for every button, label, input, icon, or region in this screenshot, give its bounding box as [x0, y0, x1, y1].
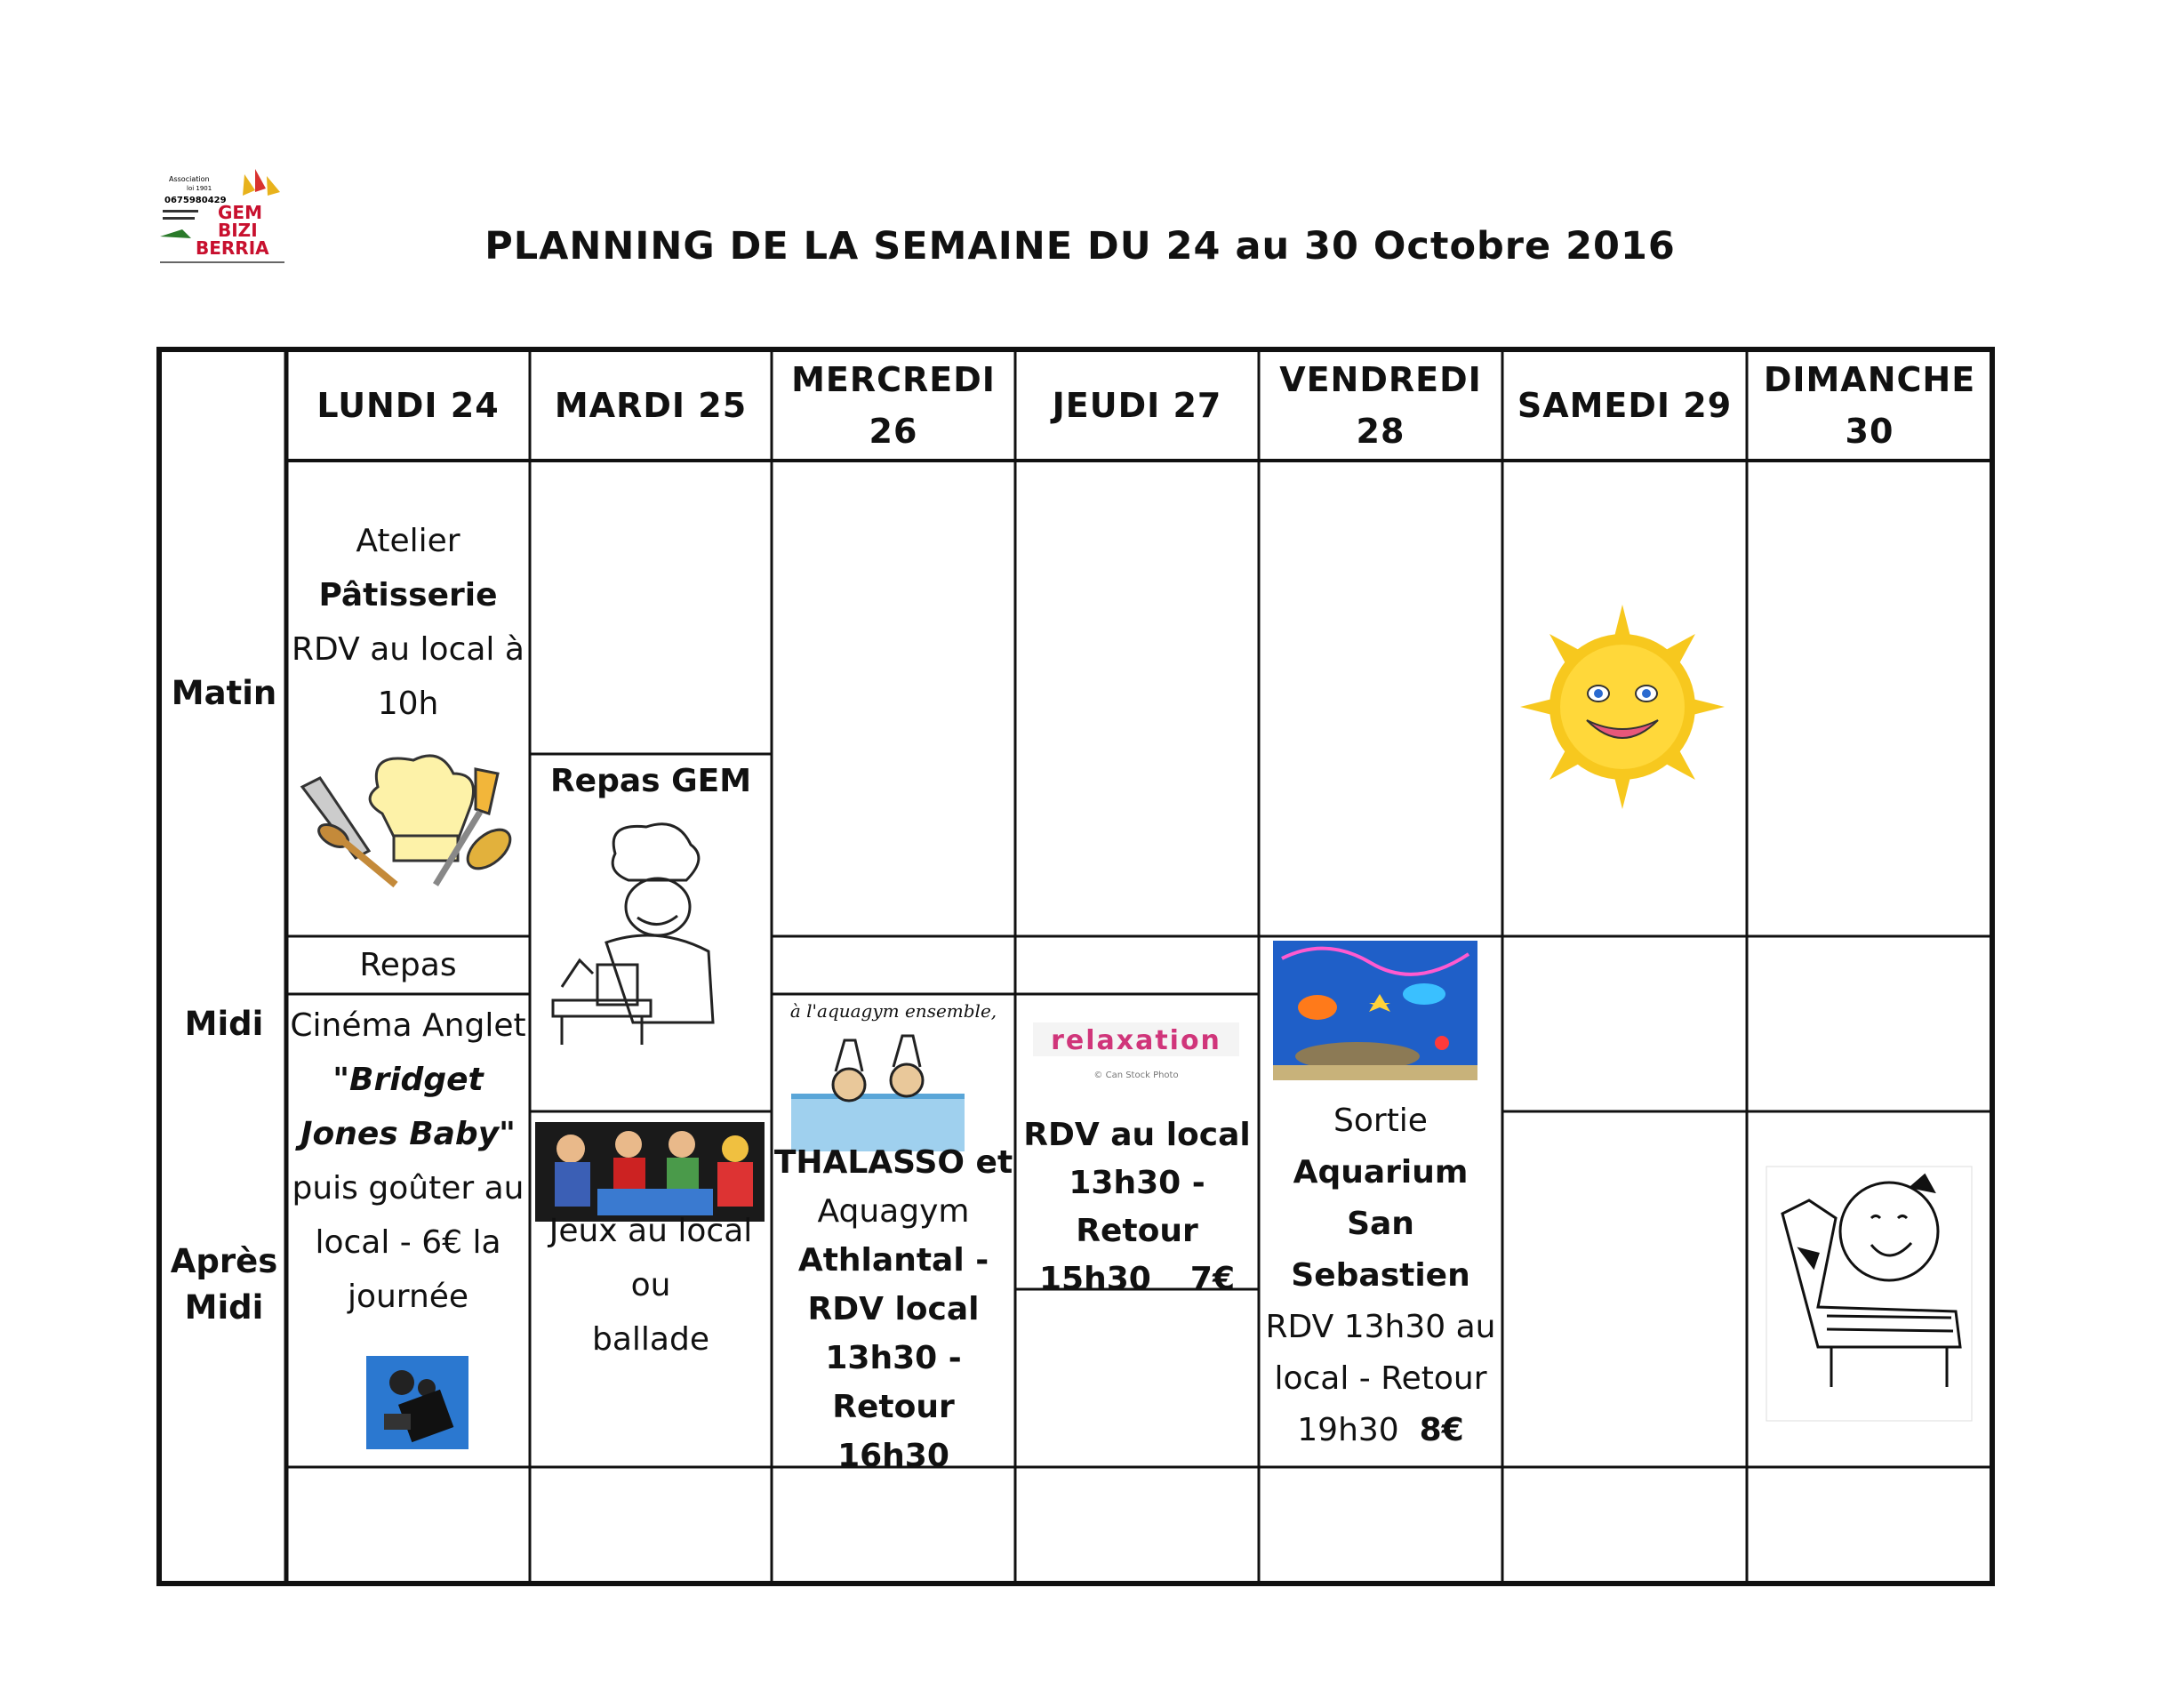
- jeudi-afternoon-activity: RDV au local 13h30 - Retour 15h30 7€: [1023, 1116, 1251, 1297]
- lundi-lunch: Repas: [359, 947, 457, 983]
- header-mercredi: [772, 349, 1015, 461]
- header-dimanche: [1747, 349, 1992, 461]
- day-number: 30: [1845, 411, 1894, 451]
- aquarium-fish-icon: [1273, 941, 1477, 1080]
- relaxing-character-icon: [1765, 1165, 1974, 1423]
- lundi-morning-activity: Atelier Pâtisserie RDV au local à 10h: [292, 523, 524, 722]
- day-label: MERCREDI: [791, 359, 996, 399]
- header-samedi: [1502, 349, 1747, 461]
- day-label: DIMANCHE: [1763, 359, 1976, 399]
- header-vendredi: [1259, 349, 1502, 461]
- relaxation-image: [1031, 1014, 1241, 1085]
- day-label: LUNDI 24: [316, 385, 500, 425]
- film-reel-icon: [366, 1356, 468, 1449]
- mardi-afternoon-activity: Jeux au local ou ballade: [549, 1212, 753, 1358]
- baking-tools-icon: [298, 751, 520, 894]
- svg-text:0675980429: 0675980429: [164, 196, 227, 205]
- day-label: MARDI 25: [554, 385, 748, 425]
- mardi-repas-title: Repas GEM: [549, 762, 752, 799]
- day-label: JEUDI 27: [1052, 385, 1222, 425]
- header-mardi: [530, 349, 772, 461]
- day-number: 26: [869, 411, 918, 451]
- svg-text:Association: Association: [169, 175, 210, 183]
- svg-text:BERRIA: BERRIA: [196, 237, 269, 259]
- lundi-afternoon-activity: Cinéma Anglet "Bridget Jones Baby" puis goûter au local - 6€ la journée: [290, 1006, 526, 1315]
- header-lundi: [286, 349, 530, 461]
- svg-text:relaxation: relaxation: [1051, 1025, 1221, 1056]
- smiling-sun-icon: [1520, 605, 1725, 809]
- svg-text:GEM: GEM: [218, 202, 262, 223]
- mercredi-afternoon-activity: THALASSO et Aquagym Athlantal - RDV local 13h30 - Retour 16h30: [773, 1144, 1013, 1474]
- day-label: SAMEDI 29: [1517, 385, 1733, 425]
- day-label: VENDREDI: [1279, 359, 1482, 399]
- chef-icon: [544, 818, 757, 1049]
- swimmers-icon: [791, 1031, 965, 1151]
- day-number: 28: [1356, 411, 1405, 451]
- row-label-apres-midi: Après Midi: [170, 1242, 278, 1327]
- svg-text:loi 1901: loi 1901: [187, 185, 212, 192]
- row-label-midi: Midi: [184, 1005, 264, 1043]
- row-label-matin: Matin: [171, 674, 277, 712]
- aquagym-caption: à l'aquagym ensemble,: [789, 1000, 997, 1022]
- svg-text:BIZI: BIZI: [218, 220, 258, 241]
- svg-text:© Can Stock Photo: © Can Stock Photo: [1093, 1071, 1179, 1080]
- header-jeudi: [1015, 349, 1259, 461]
- page-title: PLANNING DE LA SEMAINE DU 24 au 30 Octobre 2016: [484, 224, 1676, 269]
- vendredi-afternoon-activity: Sortie Aquarium San Sebastien RDV 13h30 au local - Retour 19h30 8€: [1265, 1103, 1496, 1448]
